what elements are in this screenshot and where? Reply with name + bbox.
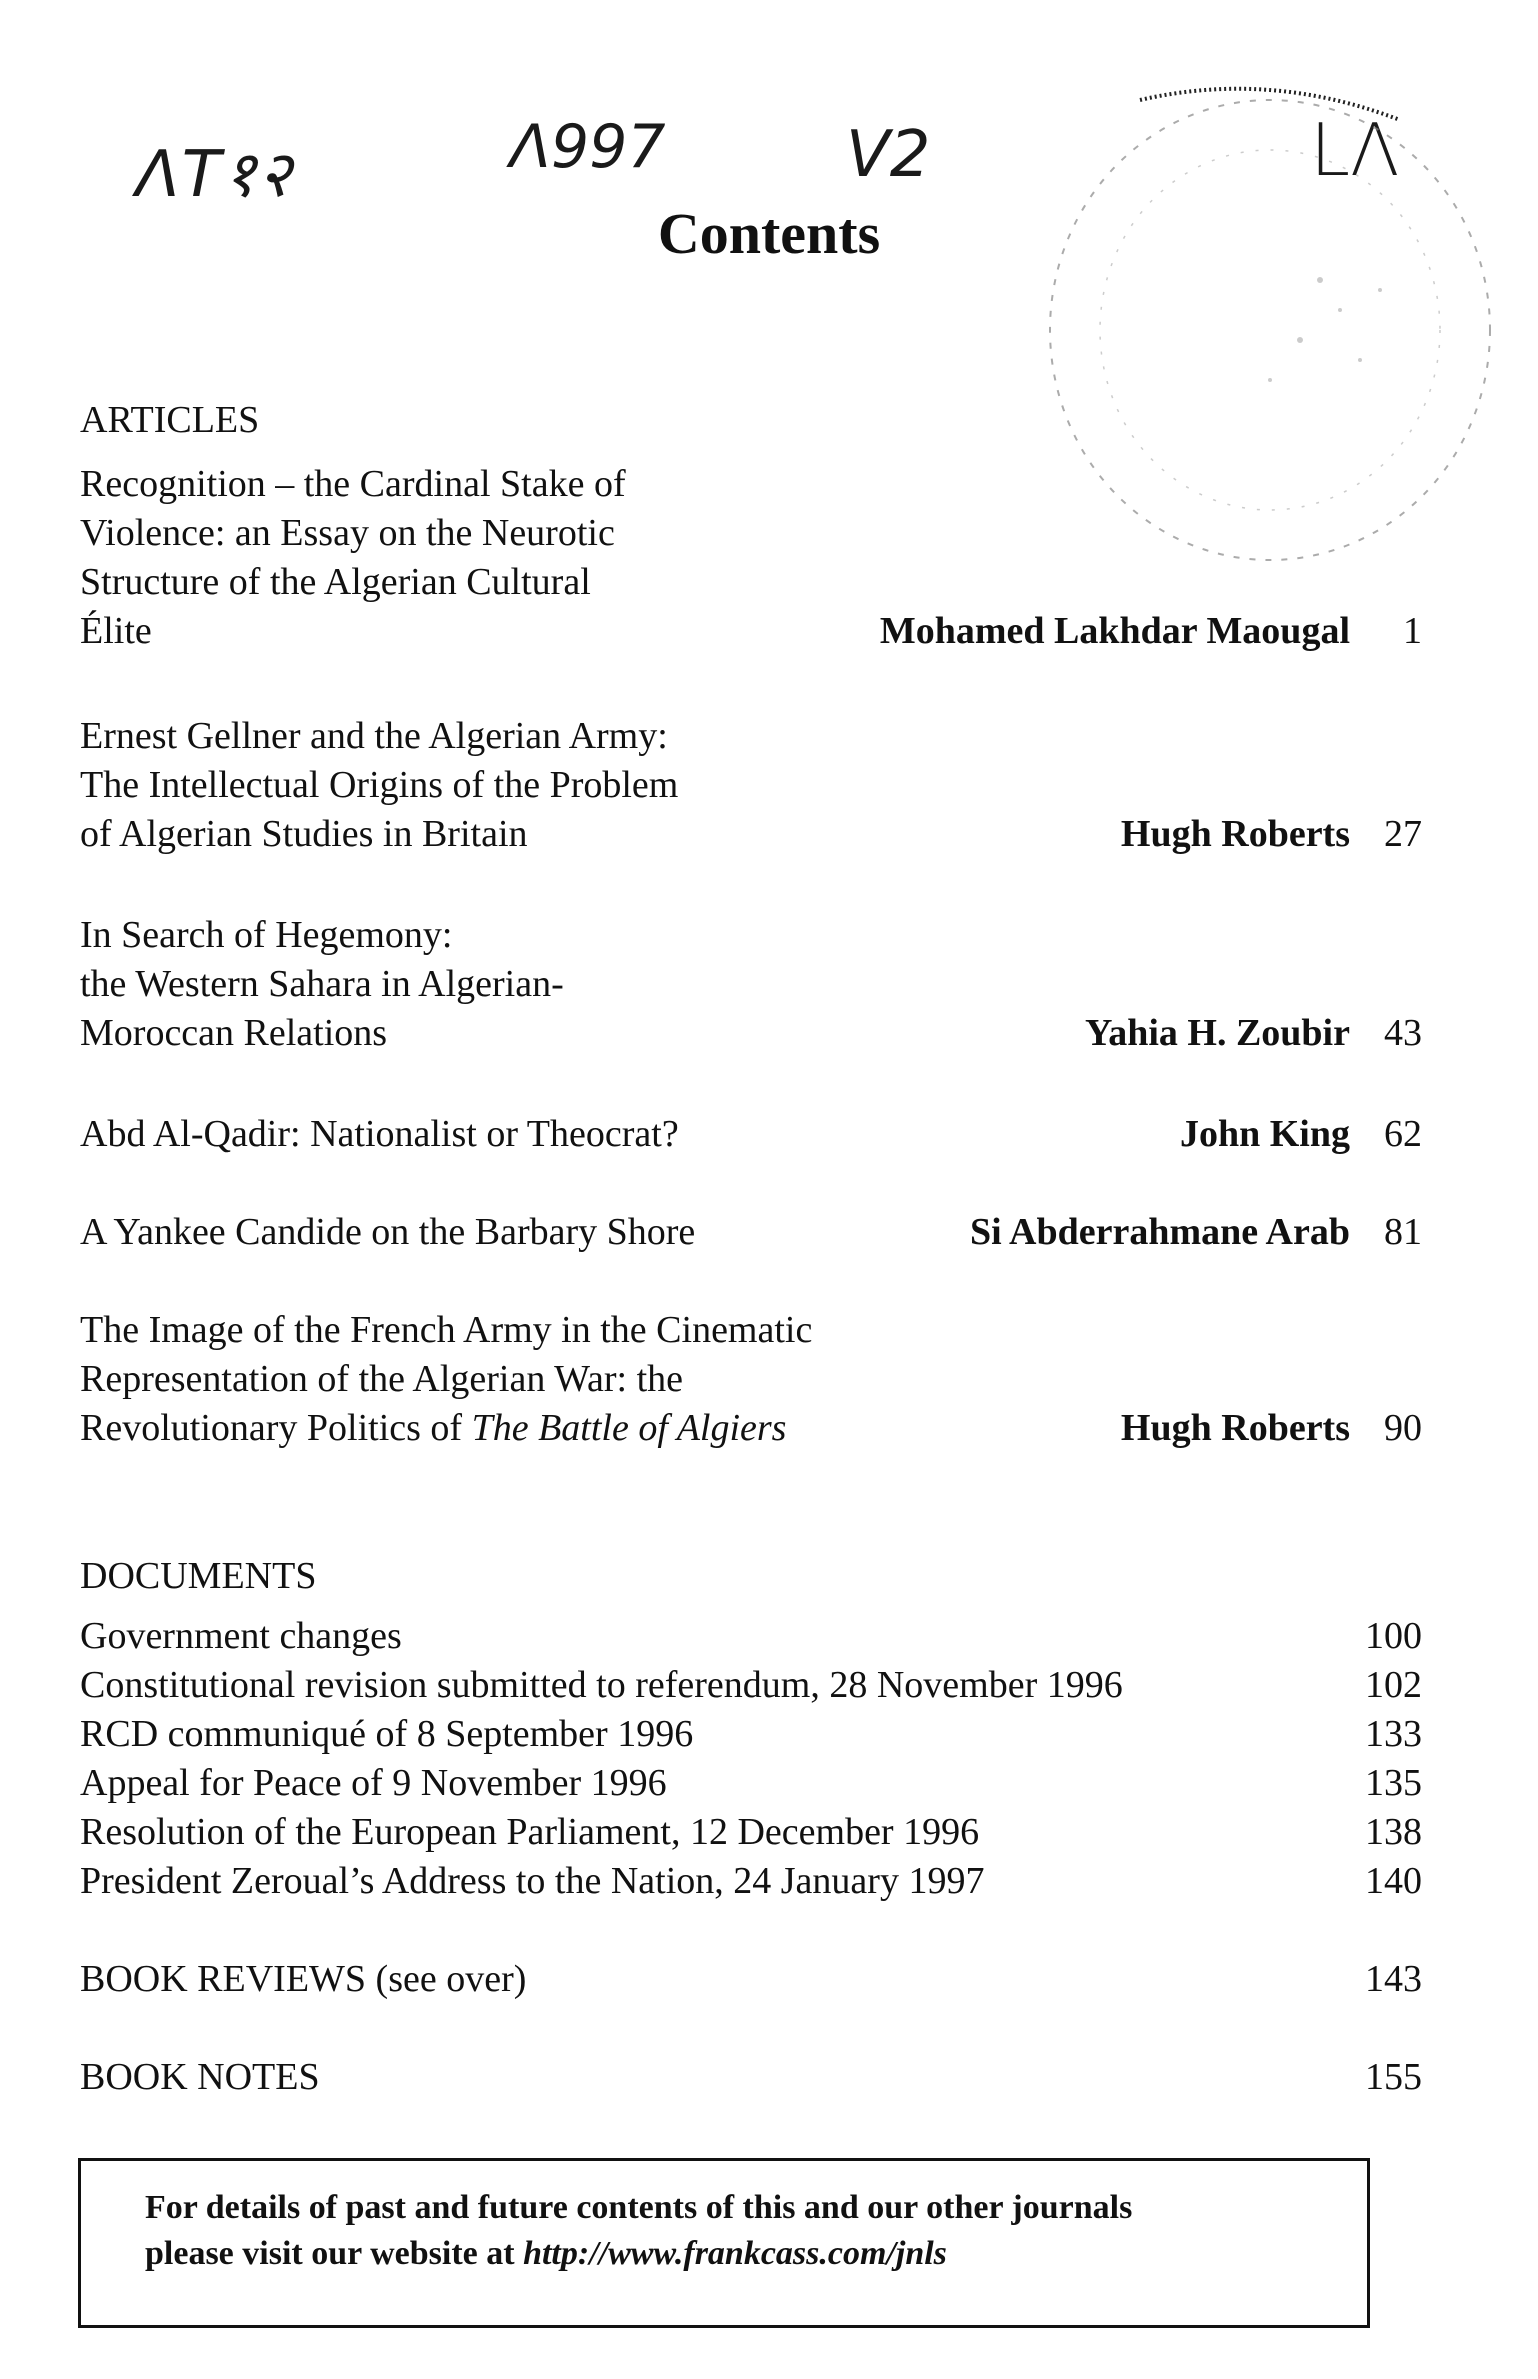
document-page: 140 <box>1365 1860 1422 1902</box>
book-reviews-page: 143 <box>1365 1958 1422 2000</box>
article-title: Recognition – the Cardinal Stake of Violence: an Essay on the Neurotic Structure of the Algerian Cultural Élite <box>80 463 626 652</box>
document-title: Resolution of the European Parliament, 12 December 1996 <box>80 1811 980 1853</box>
article-entry <box>80 1306 1422 1453</box>
page-title: Contents <box>657 201 881 266</box>
article-page: 27 <box>1384 813 1422 855</box>
article-title: Abd Al-Qadir: Nationalist or Theocrat? <box>80 1113 679 1155</box>
article-title: Ernest Gellner and the Algerian Army: The Intellectual Origins of the Problem of Algerian Studies in Britain <box>80 715 679 855</box>
film-title: The Battle of Algiers <box>471 1407 787 1449</box>
book-reviews-entry <box>80 1955 1422 2004</box>
article-title: The Image of the French Army in the Cinematic Representation of the Algerian War: the Revolutionary Politics of The Battle of Algiers <box>80 1309 813 1449</box>
document-page: 138 <box>1365 1811 1422 1853</box>
document-entry <box>80 1612 1422 1661</box>
document-title: RCD communiqué of 8 September 1996 <box>80 1713 694 1755</box>
article-entry <box>80 911 1422 1058</box>
article-page: 1 <box>1403 610 1422 652</box>
article-entry <box>80 1110 1422 1159</box>
document-title: Constitutional revision submitted to referendum, 28 November 1996 <box>80 1664 1123 1706</box>
notice-line-1: For details of past and future contents of this and our other journals <box>145 2189 1133 2226</box>
article-author: Mohamed Lakhdar Maougal <box>879 610 1350 652</box>
document-entry <box>80 1759 1422 1808</box>
article-author: John King <box>1179 1113 1350 1155</box>
article-page: 90 <box>1384 1407 1422 1449</box>
document-entry <box>80 1857 1422 1906</box>
article-entry <box>80 460 1422 656</box>
article-author: Hugh Roberts <box>1120 1407 1350 1449</box>
documents-heading: DOCUMENTS <box>80 1555 317 1597</box>
article-title: In Search of Hegemony: the Western Sahara in Algerian- Moroccan Relations <box>80 914 564 1054</box>
book-notes-page: 155 <box>1365 2056 1422 2098</box>
article-entry <box>80 1208 1422 1257</box>
book-notes-label: BOOK NOTES <box>80 2056 320 2098</box>
article-page: 43 <box>1384 1012 1422 1054</box>
handwritten-note-initials: LΛ <box>1310 108 1400 192</box>
handwritten-note-year: Λ997 <box>510 112 666 182</box>
document-page: 100 <box>1365 1615 1422 1657</box>
book-reviews-label: BOOK REVIEWS (see over) <box>80 1958 527 2000</box>
article-author: Hugh Roberts <box>1120 813 1350 855</box>
document-entry <box>80 1808 1422 1857</box>
document-entry <box>80 1661 1422 1710</box>
article-author: Si Abderrahmane Arab <box>969 1211 1350 1253</box>
document-title: Government changes <box>80 1615 402 1657</box>
articles-heading: ARTICLES <box>80 399 260 441</box>
article-entry <box>80 712 1422 859</box>
document-entry <box>80 1710 1422 1759</box>
article-page: 81 <box>1384 1211 1422 1253</box>
document-title: President Zeroual’s Address to the Nation, 24 January 1997 <box>80 1860 985 1902</box>
article-title: A Yankee Candide on the Barbary Shore <box>80 1211 696 1253</box>
handwritten-note-shelfmark: ΛΤ१२ <box>136 138 294 212</box>
document-title: Appeal for Peace of 9 November 1996 <box>80 1762 667 1804</box>
website-notice-box <box>78 2158 1370 2328</box>
document-page: 133 <box>1365 1713 1422 1755</box>
book-notes-entry <box>80 2053 1422 2102</box>
website-link[interactable]: http://www.frankcass.com/jnls <box>523 2235 947 2272</box>
article-page: 62 <box>1384 1113 1422 1155</box>
article-author: Yahia H. Zoubir <box>1084 1012 1350 1054</box>
notice-line-2: please visit our website at http://www.frankcass.com/jnls <box>145 2235 947 2272</box>
document-page: 102 <box>1365 1664 1422 1706</box>
document-page: 135 <box>1365 1762 1422 1804</box>
handwritten-note-volume: V2 <box>846 118 931 192</box>
